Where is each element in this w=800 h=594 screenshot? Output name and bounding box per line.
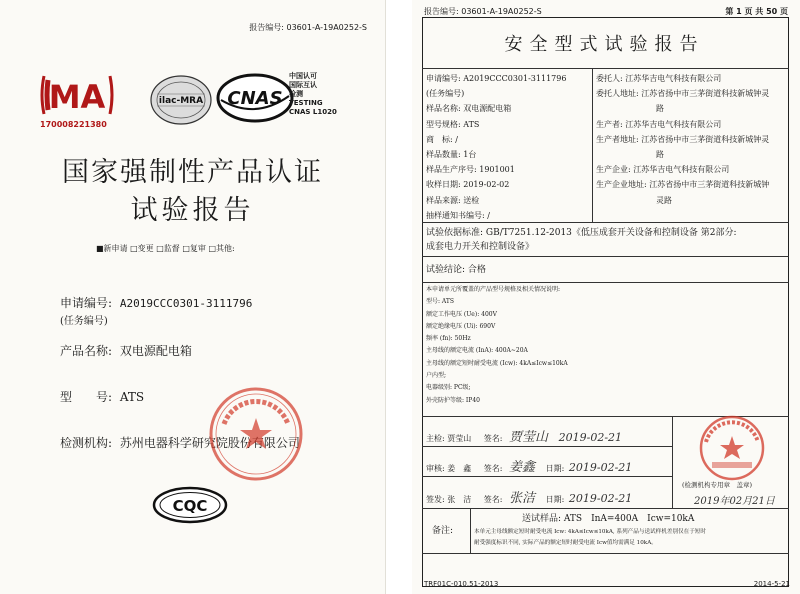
cnas-text: CNAS <box>227 88 283 109</box>
product-scope <box>426 284 568 407</box>
scope-line: 主母线的额定短时耐受电流 (Icw): 4kA≤Icw≤10kA <box>426 359 568 367</box>
divider <box>422 508 789 509</box>
application-number-field <box>60 294 252 311</box>
info-line: 样品来源: 送检 <box>426 195 480 205</box>
sign-date: 2019-02-21 <box>568 461 633 474</box>
product-name-field <box>60 342 192 359</box>
sign-label: 签名: <box>483 434 503 443</box>
info-line: 生产企业: 江苏华吉电气科技有限公司 <box>596 165 730 175</box>
form-code: TRF01C-010.51-2013 <box>424 580 499 588</box>
svg-text:MA: MA <box>48 78 106 116</box>
info-line: 路 <box>656 104 664 114</box>
model-value: ATS <box>119 390 145 404</box>
red-seal-icon <box>206 384 306 484</box>
remark-line: 本单元主母线额定短时耐受电流 Icw: 4kA≤Icw≤10kA, 系列产品与送试样机差别仅在于短时 <box>474 529 706 535</box>
scope-line: 主母线的额定电流 (InA): 400A~20A <box>426 347 528 355</box>
info-line: 样品生产序号: 1901001 <box>426 165 515 175</box>
application-label: 申请编号: <box>60 296 113 310</box>
info-line: 抽样通知书编号: / <box>426 210 490 220</box>
signer-role: 审核: 姜 鑫 <box>426 464 472 473</box>
info-line: 样品名称: 双电源配电箱 <box>426 104 512 114</box>
info-line: 灵路 <box>656 195 672 205</box>
report-number: 报告编号: 03601-A-19A0252-S <box>424 7 542 16</box>
info-line: 路 <box>656 150 664 160</box>
checkbox-change: □变更 <box>130 244 154 253</box>
cqc-text: CQC <box>172 497 208 515</box>
divider <box>672 416 673 508</box>
standard-line: 试验依据标准: GB/T7251.12-2013《低压成套开关设备和控制设备 第2部分: <box>426 228 737 238</box>
client-info-list <box>596 71 769 208</box>
page-subtitle: 试验报告 <box>130 195 255 226</box>
cnas-logo-icon <box>215 70 295 126</box>
scope-line: 额定绝缘电压 (Ui): 690V <box>426 322 496 330</box>
sign-date: 2019-02-21 <box>568 492 633 505</box>
checkbox-supervision: □监督 <box>156 244 180 253</box>
signer-role: 签发: 张 洁 <box>426 495 472 504</box>
scope-line: 电器级别: PC级; <box>426 384 471 392</box>
signature: 贾莹山 <box>509 430 549 445</box>
cnas-line: 国际互认 <box>289 81 317 89</box>
info-line: (任务编号) <box>426 89 465 99</box>
info-line: 申请编号: A2019CCC0301-3111796 <box>426 74 567 83</box>
divider <box>422 476 672 477</box>
sign-label: 签名: <box>483 464 503 473</box>
ilac-text: ilac-MRA <box>158 96 204 106</box>
info-line: 委托人地址: 江苏省扬中市三茅街道科技新城钟灵 <box>596 89 770 99</box>
test-conclusion: 试验结论: 合格 <box>426 265 486 275</box>
page-title: 国家强制性产品认证 <box>62 157 323 188</box>
remark-line: 送试样品: ATS InA=400A Icw=10kA <box>522 514 695 524</box>
signer-row-reviewer <box>426 456 632 475</box>
signature: 姜鑫 <box>509 460 536 475</box>
divider <box>422 222 789 223</box>
sign-date: 2019-02-21 <box>558 431 623 444</box>
seal-caption: (检测机构专用章 盖章) <box>682 481 753 489</box>
model-label: 型 号: <box>60 390 113 404</box>
scope-line: 外壳防护等级: IP40 <box>426 396 480 404</box>
form-date: 2014-5-21 <box>753 580 790 588</box>
info-line: 样品数量: 1台 <box>426 150 477 160</box>
scope-line: 型号: ATS <box>426 298 455 306</box>
page-indicator: 第 1 页 共 50 页 <box>725 7 788 16</box>
info-line: 生产者地址: 江苏省扬中市三茅街道科技新城钟灵 <box>596 134 770 144</box>
application-value: A2019CCC0301-3111796 <box>119 297 253 310</box>
divider <box>422 68 789 69</box>
model-field <box>60 388 144 405</box>
seal-date: 2019年02月21日 <box>694 496 775 507</box>
ilac-mra-logo-icon <box>148 72 214 128</box>
signer-row-inspector <box>426 426 622 445</box>
standard-line: 成套电力开关和控制设备》 <box>426 242 535 252</box>
sample-info-list <box>426 71 566 223</box>
product-value: 双电源配电箱 <box>119 344 192 358</box>
certificate-cover-page <box>0 0 386 594</box>
test-report-page <box>412 0 800 594</box>
sign-label: 签名: <box>483 495 503 504</box>
info-line: 生产企业地址: 江苏省扬中市三茅街道科技新城钟 <box>596 180 770 190</box>
cnas-line: 中国认可 <box>289 72 317 80</box>
info-line: 商 标: / <box>426 134 458 144</box>
checkbox-review: □复审 <box>182 244 206 253</box>
report-title: 安全型式试验报告 <box>504 34 705 55</box>
signature: 张洁 <box>509 491 536 506</box>
divider <box>422 256 789 257</box>
divider <box>470 508 471 553</box>
lab-label: 检测机构: <box>60 436 113 450</box>
scope-line: 额定工作电压 (Ue): 400V <box>426 310 497 318</box>
inspection-seal-icon <box>690 412 774 482</box>
cma-logo-icon <box>38 72 116 118</box>
date-label: 日期: <box>545 464 565 473</box>
task-number-label: (任务编号) <box>60 316 108 327</box>
checkbox-new: ■新申请 <box>96 244 128 253</box>
divider <box>422 282 789 283</box>
scope-title: 本申请单元所覆盖的产品型号规格及相关情况说明: <box>426 286 561 293</box>
product-label: 产品名称: <box>60 344 113 358</box>
remark-line: 耐受强度标识不同, 实际产品的额定短时耐受电流 Icw值均需满足 10kA。 <box>474 540 657 546</box>
info-line: 生产者: 江苏华吉电气科技有限公司 <box>596 119 722 129</box>
cqc-logo-icon <box>152 486 228 524</box>
signer-row-issuer <box>426 487 632 506</box>
scope-line: 频率 (fn): 50Hz <box>426 335 471 343</box>
cnas-info <box>289 72 337 117</box>
lab-value: 苏州电器科学研究院股份有限公司 <box>119 436 300 450</box>
info-line: 委托人: 江苏华吉电气科技有限公司 <box>596 74 722 83</box>
divider <box>422 446 672 447</box>
signer-role: 主检: 贾莹山 <box>426 434 472 443</box>
date-label: 日期: <box>545 495 565 504</box>
scope-line: 户内型; <box>426 372 447 380</box>
cnas-line: TESTING <box>289 99 323 107</box>
test-standard <box>426 226 737 254</box>
info-line: 收样日期: 2019-02-02 <box>426 180 510 190</box>
report-number: 报告编号: 03601-A-19A0252-S <box>249 23 367 32</box>
divider <box>422 553 789 554</box>
cma-number: 170008221380 <box>40 120 107 129</box>
application-type-checkboxes <box>96 243 235 254</box>
checkbox-other: □其他: <box>208 244 235 253</box>
divider <box>592 68 593 222</box>
info-line: 型号规格: ATS <box>426 119 480 129</box>
remark-label: 备注: <box>432 526 454 536</box>
cnas-line: CNAS L1020 <box>289 108 337 116</box>
cnas-line: 检测 <box>289 90 303 98</box>
